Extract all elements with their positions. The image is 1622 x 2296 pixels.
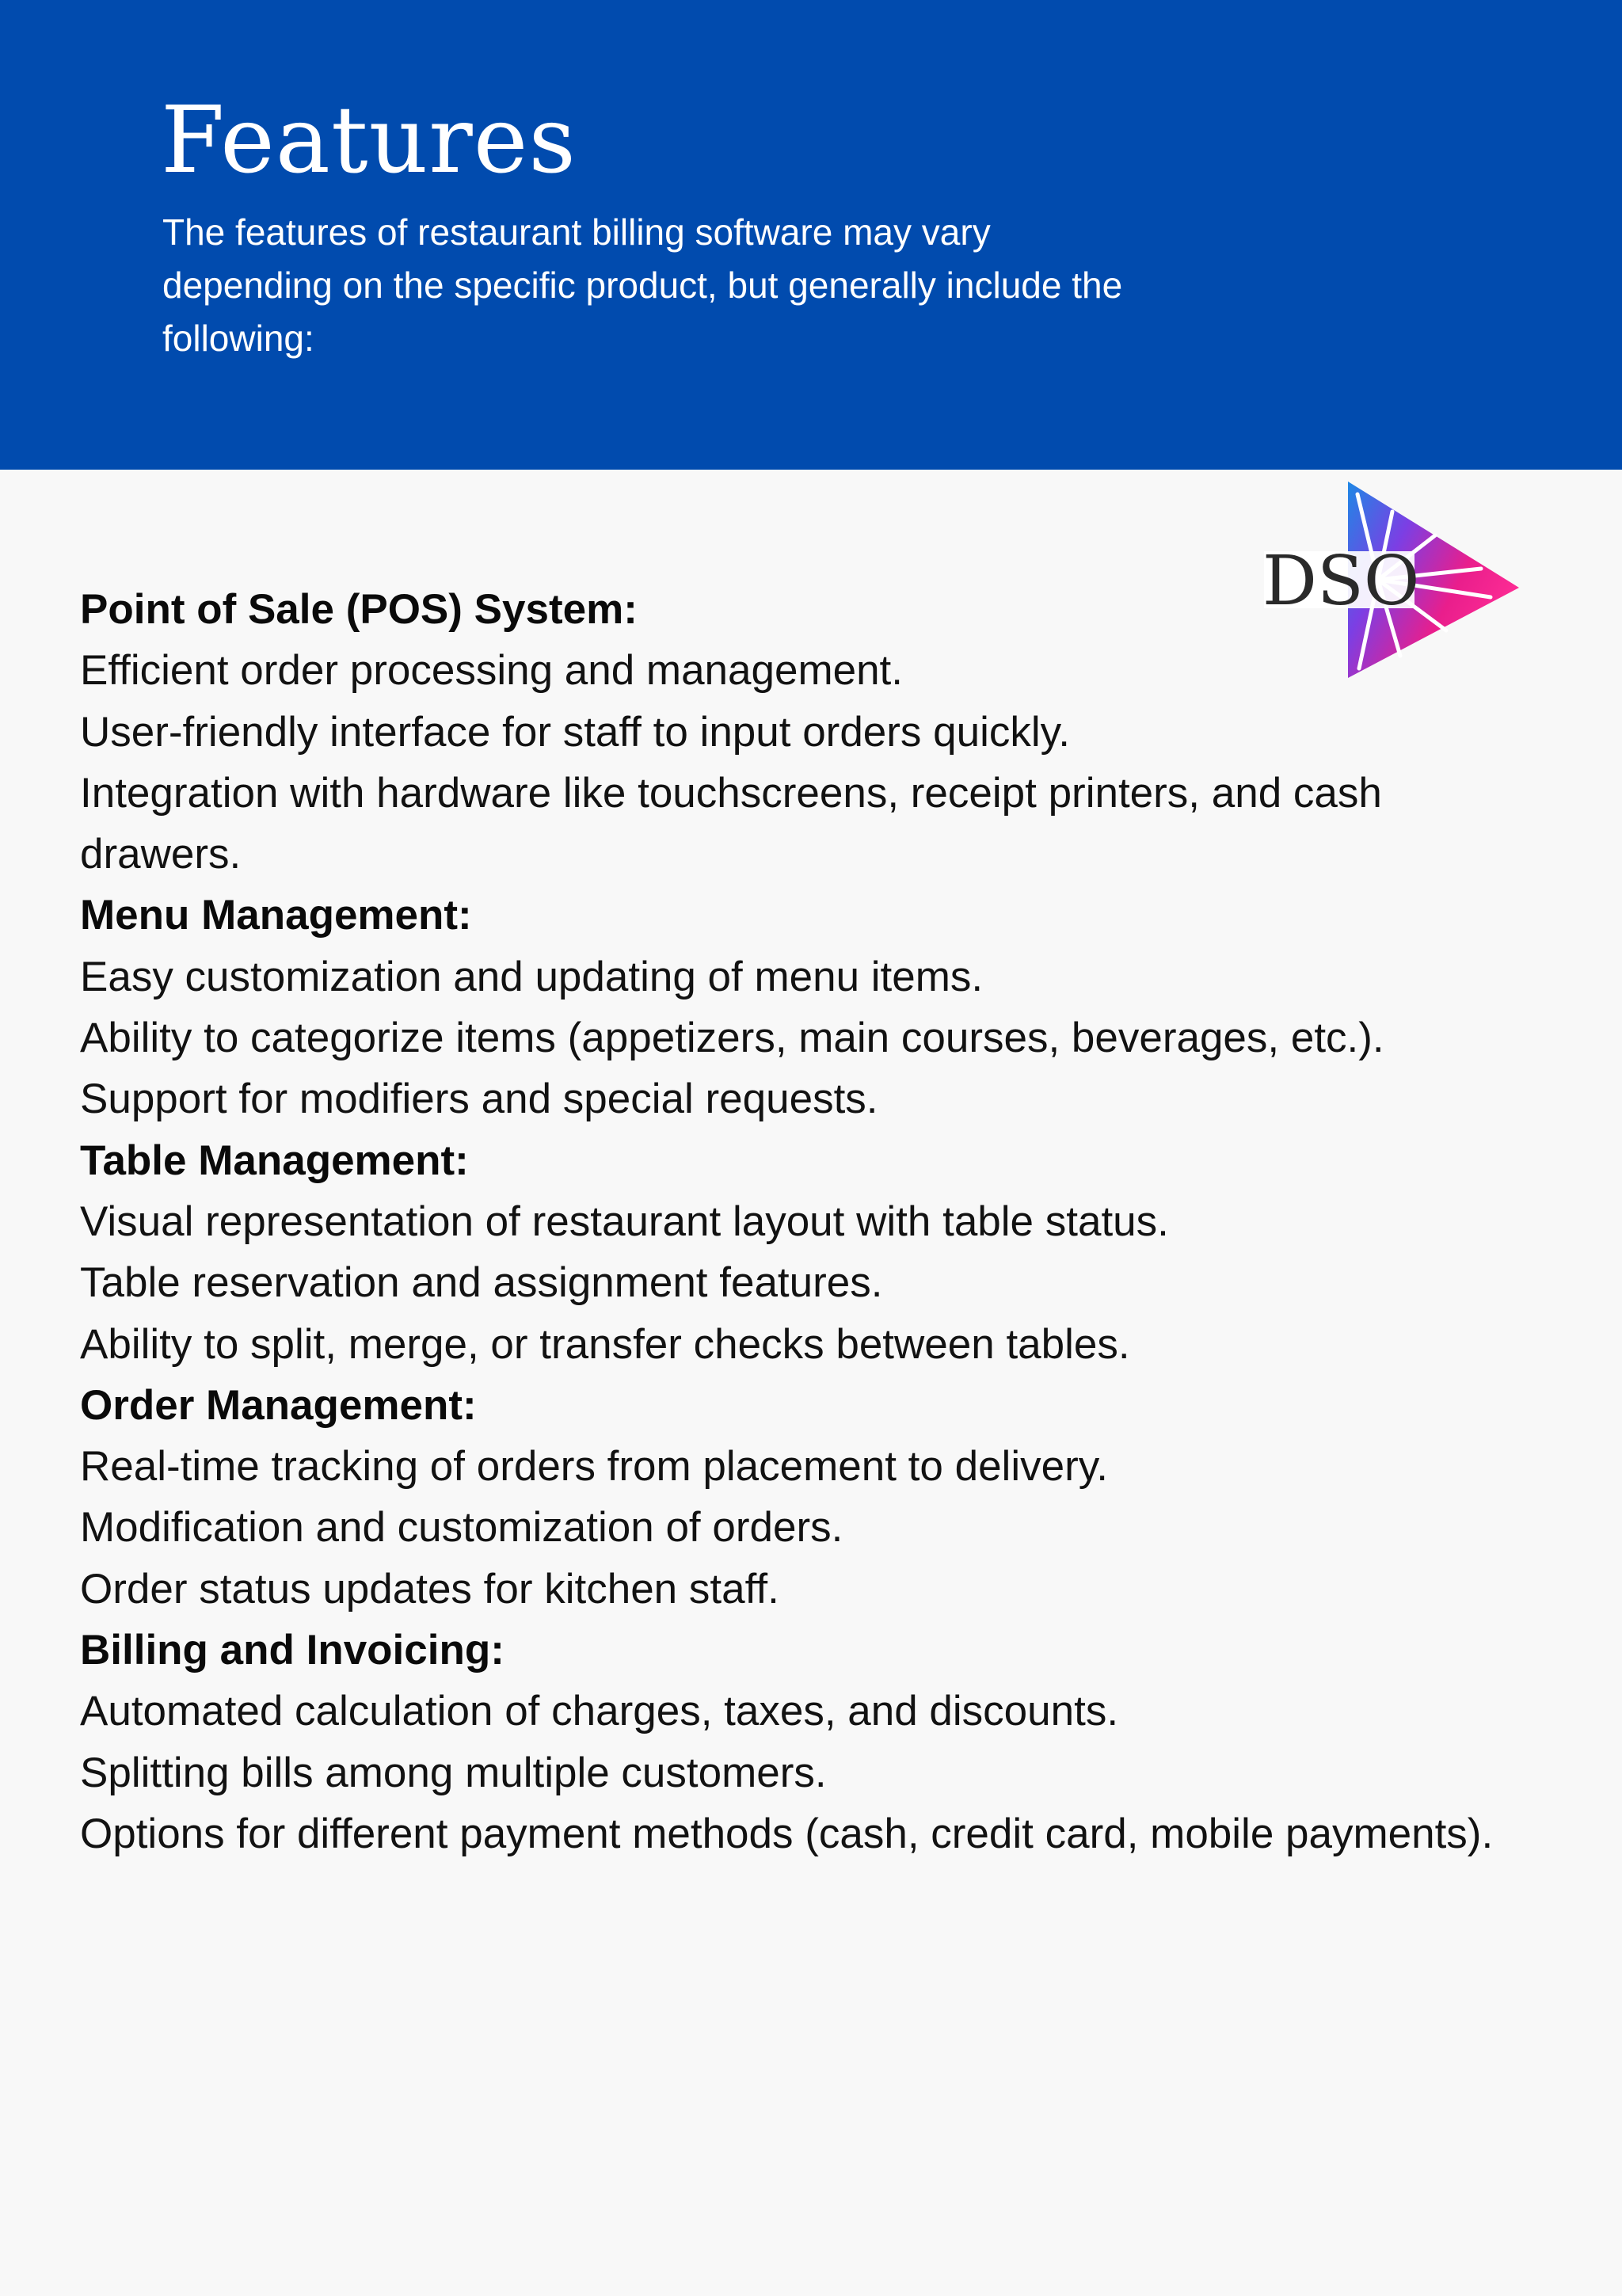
- list-item: Efficient order processing and management.: [80, 647, 904, 695]
- list-item: Ability to split, merge, or transfer checks between tables.: [80, 1320, 1130, 1368]
- list-item: Ability to categorize items (appetizers, main courses, beverages, etc.).: [80, 1015, 1384, 1062]
- section-heading-order: Order Management:: [80, 1381, 477, 1429]
- list-item: Visual representation of restaurant layout with table status.: [80, 1197, 1169, 1245]
- section-heading-billing: Billing and Invoicing:: [80, 1627, 504, 1674]
- list-item: Options for different payment methods (cash, credit card, mobile payments).: [80, 1810, 1494, 1857]
- header-banner: [0, 0, 1622, 470]
- list-item: Table reservation and assignment features.: [80, 1259, 883, 1307]
- section-heading-pos: Point of Sale (POS) System:: [80, 586, 638, 633]
- list-item: User-friendly interface for staff to input orders quickly.: [80, 708, 1070, 756]
- logo-text: DSO: [1262, 542, 1420, 621]
- list-item: Splitting bills among multiple customers.: [80, 1749, 827, 1796]
- list-item: Easy customization and updating of menu items.: [80, 953, 984, 1000]
- list-item: Real-time tracking of orders from placement to delivery.: [80, 1443, 1109, 1491]
- section-heading-table: Table Management:: [80, 1137, 469, 1184]
- page-title: Features: [161, 87, 577, 194]
- list-item: Modification and customization of orders.: [80, 1504, 843, 1552]
- section-heading-menu: Menu Management:: [80, 892, 472, 939]
- list-item: Automated calculation of charges, taxes, and discounts.: [80, 1688, 1119, 1735]
- intro-text: The features of restaurant billing software may vary depending on the specific product, but generally include the following:: [162, 211, 1123, 359]
- features-list: [80, 579, 1553, 1864]
- list-item: Integration with hardware like touchscreens, receipt printers, and cash drawers.: [80, 769, 1382, 878]
- list-item: Support for modifiers and special requests.: [80, 1076, 878, 1123]
- list-item: Order status updates for kitchen staff.: [80, 1565, 779, 1613]
